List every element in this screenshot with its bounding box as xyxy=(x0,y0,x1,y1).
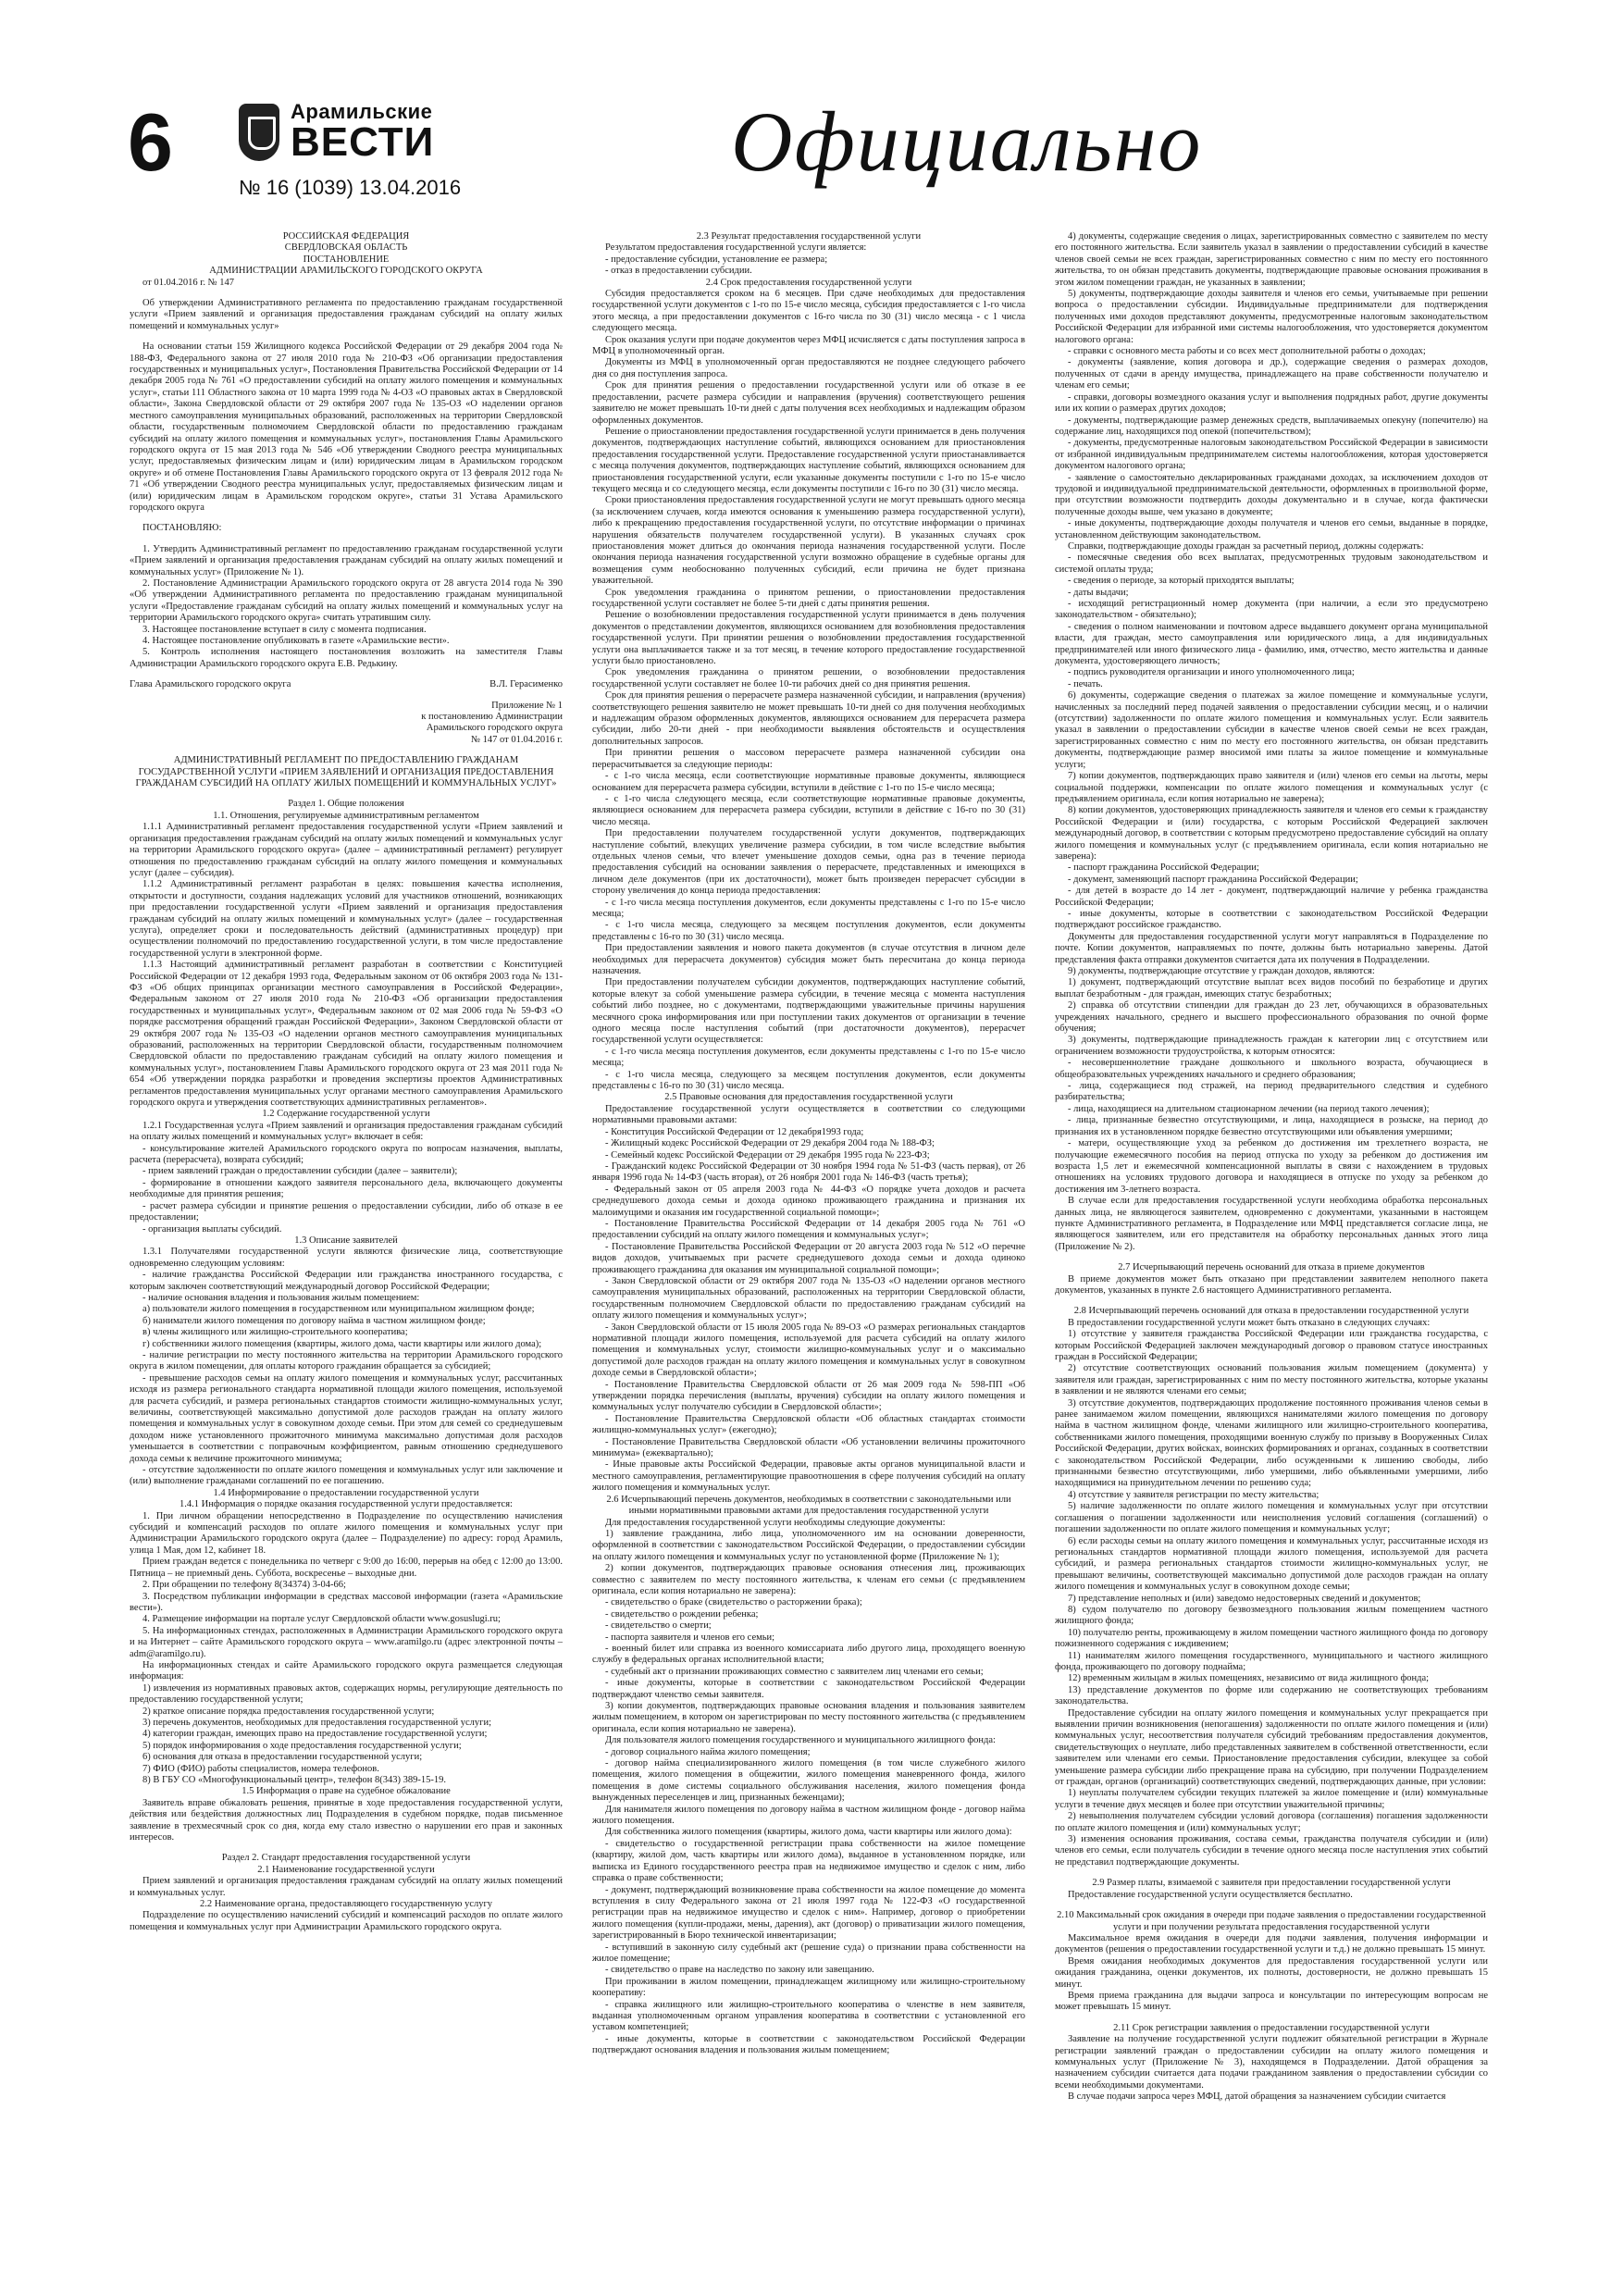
list-item: - иные документы, подтверждающие доходы получателя и членов его семьи, выданные в порядке, установленном действующим законодательством. xyxy=(1055,518,1488,540)
list-item: 8) судом получателю по договору безвозмездного пользования жилым помещением частного жилищного фонда; xyxy=(1055,1604,1488,1627)
paragraph: Подразделение по осуществлению начислений субсидий и компенсаций расходов по оплате жилого помещения и коммунальных услуг при Администрации Арамильского городского округа. xyxy=(130,1910,563,1932)
paragraph: Срок уведомления гражданина о принятом решении, о возобновлении предоставления государственной услуги составляет не более 10-ти рабочих дней со дня принятия решения. xyxy=(592,667,1025,689)
list-item: - с 1-го числа месяца, следующего за месяцем поступления документов, если документы представлены с 16-го по 30 (31) число месяца. xyxy=(592,920,1025,942)
appendix-label: Приложение № 1 xyxy=(491,700,563,711)
logo-main-text: ВЕСТИ xyxy=(291,119,435,165)
paragraph: 4. Размещение информации на портале услуг Свердловской области www.gosuslugi.ru; xyxy=(142,1614,501,1625)
heading-region: СВЕРДЛОВСКАЯ ОБЛАСТЬ xyxy=(284,242,408,254)
paragraph: Заявление на получение государственной услуги подлежит обязательной регистрации в Журнале регистрации заявлений граждан о предоставлении субсидии на оплату жилого помещения и коммунальных услуг (Приложение № 3), находящемся в Подразделении. Датой обращения за назначением субсидии считается дата подачи гражданином заявления о предоставлении субсидии со всеми необходимыми документами. xyxy=(1055,2034,1488,2091)
paragraph: На основании статьи 159 Жилищного кодекса Российской Федерации от 29 декабря 2004 года № 188-ФЗ, Федерального закона от 27 июля 2010 года № 210-ФЗ «Об организации предоставления государственных и муниципальных услуг», Постановления Правительства Российской Федерации от 14 декабря 2005 года № 761 «О предоставлении субсидий на оплату жилого помещения и коммунальных услуг», статьи 111 Областного закона от 10 марта 1999 года № 4-ОЗ «О правовых актах в Свердловской области», Закона Свердловской области от 29 октября 2007 года № 135-ОЗ «О наделении органов местного самоуправления муниципальных образований, расположенных на территории Свердловской области, государственным полномочием Свердловской области по предоставлению гражданам субсидий на оплату жилого помещения и коммунальных услуг», постановления Главы Арамильского городского округа от 15 мая 2013 года № 546 «Об утверждении Сводного реестра муниципальных услуг, предоставляемых физическим лицам и (или) юридическим лицам в Арамильском городском округе» и об отмене Постановления Главы Арамильского городского округа от 13 февраля 2012 года № 71 «Об утверждении Сводного реестра муниципальных услуг, предоставляемых физическим лицам и (или) юридическим лицам в Арамильском городском округе», статьи 31 Устава Арамильского городского округа xyxy=(130,341,563,513)
list-item: - отказ в предоставлении субсидии. xyxy=(605,266,752,277)
heading-decree: ПОСТАНОВЛЕНИЕ xyxy=(303,254,390,265)
appendix-label: к постановлению Администрации xyxy=(421,712,563,723)
subsection-heading: 1.1. Отношения, регулируемые административным регламентом xyxy=(213,810,479,821)
list-item: - с 1-го числа месяца, если соответствующие нормативные правовые документы, являющиеся основанием для перерасчета размера субсидии, вступили в действие с 1-го по 15-е число месяца; xyxy=(592,771,1025,793)
paragraph: 5) документы, подтверждающие доходы заявителя и членов его семьи, учитываемые при решении вопроса о предоставлении субсидии. Индивидуальные предприниматели для подтверждения полученных ими доходов представляют документы, предусмотренные налоговым законодательством Российской Федерации для избранной ими системы налогообложения, что удостоверяется документом налогового органа: xyxy=(1055,289,1488,345)
list-item: - Постановление Правительства Российской Федерации от 20 августа 2003 года № 512 «О перечне видов доходов, учитываемых при расчете среднедушевого дохода семьи и дохода одиноко проживающего гражданина для оказания им муниципальной социальной помощи»; xyxy=(592,1241,1025,1275)
subsection-heading: 2.6 Исчерпывающий перечень документов, необходимых в соответствии с законодательными или иными нормативными правовыми актами для предоставления государственной услуги xyxy=(606,1494,1011,1517)
list-item: - с 1-го числа месяца поступления документов, если документы представлены с 1-го по 15-е число месяца; xyxy=(592,897,1025,919)
subsection-heading: 1.5 Информация о праве на судебное обжалование xyxy=(242,1786,451,1797)
list-item: - наличие регистрации по месту постоянного жительства на территории Арамильского городского округа в жилом помещении, для оплаты которого гражданин обращается за субсидией; xyxy=(130,1349,563,1372)
list-item: 7) представление неполных и (или) заведомо недостоверных сведений и документов; xyxy=(1068,1593,1421,1604)
paragraph: В приеме документов может быть отказано при представлении заявителем неполного пакета документов, указанных в пункте 2.6 настоящего Административного регламента. xyxy=(1055,1273,1488,1296)
paragraph: Предоставление субсидии на оплату жилого помещения и коммунальных услуг прекращается при выявлении причин возникновения (непогашения) задолженности по оплате жилого помещения и (или) коммунальных услуг, несоответствия получателя субсидий требованиям предоставления документов, свидетельствующих о неуплате, либо представленных заявителем в собственной ответственности, если заявителем или членами его семьи. Приостановление предоставления субсидии, влекущее за собой уменьшение размера субсидии либо прекращение права на субсидию, при получении Подразделением от граждан, органов (организаций) соответствующих сведений, подтверждающих данные, при условии: xyxy=(1055,1707,1488,1788)
column-1 xyxy=(130,231,563,2267)
paragraph: Решение о приостановлении предоставления государственной услуги принимается в день получения документов, подтверждающих наступление событий, являющихся основанием для приостановления предоставления государственной услуги. Предоставление государственной услуги приостанавливается с месяца получения документов, подтверждающих наступление событий, являющихся основанием для приостановления государственной услуги, если указанные документы поступили с 1-го по 15-е число текущего месяца и со следующего месяца, если документы поступили с 16-го по 30 (31) число месяца. xyxy=(592,426,1025,494)
list-item: 5) порядок информирования о ходе предоставления государственной услуги; xyxy=(142,1740,462,1751)
paragraph: Результатом предоставления государственной услуги является: xyxy=(605,242,867,254)
list-item: 3) перечень документов, необходимых для предоставления государственной услуги; xyxy=(142,1717,492,1728)
list-item: - Закон Свердловской области от 29 октября 2007 года № 135-ОЗ «О наделении органов местного самоуправления муниципальных образований, расположенных на территории Свердловской области, государственным полномочием Свердловской области по предоставлению гражданам субсидий на оплату жилого помещения и коммунальных услуг»; xyxy=(592,1275,1025,1322)
list-item: - заявление о самостоятельно декларированных гражданами доходах, за исключением доходов от трудовой и индивидуальной предпринимательской деятельности, оформленных в произвольной форме, при отсутствии возможности подтвердить доходы документально и в случае, когда фактически полученные доходы выше, чем указано в документе; xyxy=(1055,472,1488,517)
subsection-heading: 1.3 Описание заявителей xyxy=(294,1235,398,1246)
list-item: - справка жилищного или жилищно-строительного кооператива о членстве в нем заявителя, выданная уполномоченным органом управления кооператива в соответствии с установленной его уставом компетенцией; xyxy=(592,1999,1025,2033)
decree-date: от 01.04.2016 г. № 147 xyxy=(142,277,234,288)
paragraph: Для нанимателя жилого помещения по договору найма в частном жилищном фонде - договор найма жилого помещения. xyxy=(592,1804,1025,1827)
section-heading: Раздел 1. Общие положения xyxy=(288,799,404,810)
list-item: - сведения о полном наименовании и почтовом адресе выдавшего документ органа муниципальной власти, для граждан, место самоуправления или юридического лица, а для индивидуальных предпринимателей или иного физического лица - фамилию, имя, отчество, место жительства и данные документа, удостоверяющего личность; xyxy=(1055,621,1488,667)
list-item: - подпись руководителя организации и иного уполномоченного лица; xyxy=(1068,667,1355,678)
paragraph: 3. Посредством публикации информации в средствах массовой информации (газета «Арамильские вести»). xyxy=(130,1591,563,1613)
list-item: 1) извлечения из нормативных правовых актов, содержащих нормы, регулирующие деятельность по предоставлению государственной услуги; xyxy=(130,1682,563,1706)
page-number: 6 xyxy=(128,96,173,188)
paragraph: Для пользователя жилого помещения государственного и муниципального жилищного фонда: xyxy=(605,1735,996,1746)
list-item: - Федеральный закон от 05 апреля 2003 года № 44-ФЗ «О порядке учета доходов и расчета среднедушевого дохода семьи и дохода одиноко проживающего гражданина и признания их малоимущими и оказания им государственной социальной помощи»; xyxy=(592,1184,1025,1218)
subsection-heading: 1.4 Информирование о предоставлении государственной услуги xyxy=(213,1487,479,1498)
list-item: - иные документы, которые в соответствии с законодательством Российской Федерации подтверждают российское гражданство. xyxy=(1055,908,1488,931)
paragraph: 4) документы, содержащие сведения о лицах, зарегистрированных совместно с заявителем по месту его постоянного жительства. Если заявитель указал в заявлении о предоставлении субсидий в качестве членов своей семьи не всех граждан, зарегистрированных совместно с ним по месту его постоянного жительства, то он обязан представить документы, подтверждающие правовые основания проживания в этом жилом помещении граждан, не указанных в заявлении; xyxy=(1055,231,1488,288)
list-item: - документы (заявление, копия договора и др.), содержащие сведения о размерах доходов, полученных от сдачи в аренду имущества, принадлежащего на праве собственности получателю и членам его семьи; xyxy=(1055,357,1488,391)
appendix-label: № 147 от 01.04.2016 г. xyxy=(471,734,563,745)
subsection-heading: 1.4.1 Информация о порядке оказания государственной услуги предоставляется: xyxy=(180,1499,513,1510)
list-item: 3) изменения основания проживания, состава семьи, гражданства получателя субсидии и (или) членов его семьи, если получатель субсидии в течение одного месяца после наступления этих событий не представил подтверждающие документы. xyxy=(1055,1834,1488,1868)
paragraph: Предоставление государственной услуги осуществляется в соответствии со следующими нормативными правовыми актами: xyxy=(592,1103,1025,1126)
paragraph: 1.3.1 Получателями государственной услуги являются физические лица, соответствующие одновременно следующим условиям: xyxy=(130,1247,563,1269)
list-item: - помесячные сведения обо всех выплатах, предусмотренных трудовым законодательством и системой оплаты труда; xyxy=(1055,552,1488,575)
list-item: - вступивший в законную силу судебный акт (решение суда) о признании права собственности на жилое помещение; xyxy=(592,1942,1025,1964)
list-item: - Постановление Правительства Свердловской области «Об установлении величины прожиточного минимума» (ежеквартально); xyxy=(592,1436,1025,1459)
list-item: - военный билет или справка из военного комиссариата либо другого лица, проходящего военную службу в федеральных органах исполнительной власти; xyxy=(592,1643,1025,1666)
subsection-heading: 2.3 Результат предоставления государственной услуги xyxy=(696,231,922,242)
list-item: - лица, признанные безвестно отсутствующими, и лица, находящиеся в розыске, на период до признания их в установленном порядке безвестно отсутствующими или объявления умершими; xyxy=(1055,1115,1488,1137)
paragraph: Справки, подтверждающие доходы граждан за расчетный период, должны содержать: xyxy=(1068,540,1424,552)
column-2 xyxy=(592,231,1025,2267)
paragraph: Документы из МФЦ в уполномоченный орган предоставляются не позднее следующего рабочего дня со дня поступления запроса. xyxy=(592,357,1025,379)
list-item: - даты выдачи; xyxy=(1068,587,1129,598)
list-item: - справки с основного места работы и со всех мест дополнительной работы о доходах; xyxy=(1068,346,1426,357)
list-item: - свидетельство о смерти; xyxy=(605,1620,712,1632)
paragraph: В случае подачи запроса через МФЦ, датой обращения за назначением субсидии считается xyxy=(1068,2091,1446,2103)
list-item: - с 1-го числа месяца, следующего за месяцем поступления документов, если документы представлены с 16-го по 30 (31) число месяца. xyxy=(592,1069,1025,1092)
list-item: - Постановление Правительства Свердловской области от 26 мая 2009 года № 598-ПП «Об утверждении порядка перечисления (выплаты, вручения) субсидии на оплату жилого помещения и коммунальных услуг получателю субсидии в Свердловской области»; xyxy=(592,1379,1025,1413)
list-item: 2) справка об отсутствии стипендии для граждан до 23 лет, обучающихся в образовательных учреждениях начального, среднего и высшего профессионального образования по очной форме обучения; xyxy=(1055,1000,1488,1035)
list-item: - паспорта заявителя и членов его семьи; xyxy=(605,1632,775,1643)
paragraph: Срок уведомления гражданина о принятом решении, о приостановлении предоставления государственной услуги составляет не более 5-ти дней с даты принятия решения. xyxy=(592,587,1025,609)
list-item: - свидетельство о праве на наследство по закону или завещанию. xyxy=(605,1965,874,1976)
section-heading: Раздел 2. Стандарт предоставления государственной услуги xyxy=(221,1853,471,1864)
list-item: 3) отсутствие документов, подтверждающих продолжение постоянного проживания членов семьи в ранее занимаемом жилом помещении, являющихся нанимателями жилого помещения по договору найма в частном жилищном фонде, членами жилищного или жилищно-строительного кооператива, собственниками жилого помещения, проходящими военную службу по призыву в Вооруженных Силах Российской Федерации, других войсках, воинских формированиях и органах, созданных в соответствии с законодательством Российской Федерации, либо осужденными к лишению свободы, либо признанными безвестно отсутствующими, либо умершими, либо объявленными умершими, либо находящимися на принудительном лечении по решению суда; xyxy=(1055,1397,1488,1489)
list-item: - расчет размера субсидии и принятие решения о предоставлении субсидии, либо об отказе в ее предоставлении; xyxy=(130,1200,563,1223)
subsection-heading: 1.2 Содержание государственной услуги xyxy=(262,1109,430,1120)
paragraph: 1.2.1 Государственная услуга «Прием заявлений и организация предоставления гражданам субсидий на оплату жилых помещений и коммунальных услуг» включает в себя: xyxy=(130,1120,563,1143)
subsection-heading: 2.5 Правовые основания для предоставления государственной услуги xyxy=(664,1092,953,1103)
list-item: - лица, содержащиеся под стражей, на период предварительного следствия и судебного разбирательства; xyxy=(1055,1081,1488,1103)
list-item: в) члены жилищного или жилищно-строительного кооператива; xyxy=(142,1327,408,1338)
subsection-heading: 2.7 Исчерпывающий перечень оснований для отказа в приеме документов xyxy=(1118,1262,1425,1273)
list-item: - с 1-го числа следующего месяца, если соответствующие нормативные правовые документы, являющиеся основанием для перерасчета размера субсидии, вступили в действие с 16-го по 30 (31) число месяца. xyxy=(592,793,1025,827)
paragraph: При принятии решения о массовом перерасчете размера назначенной субсидии она перерасчитывается за следующие периоды: xyxy=(592,748,1025,770)
paragraph: Срок для принятия решения о предоставлении государственной услуги или об отказе в ее предоставлении, расчете размера субсидии и направления (вручения) соответствующего решения заявителю не может превышать 10-ти дней с даты получения всех необходимых и надлежащим образом оформленных документов. xyxy=(592,380,1025,426)
paragraph: 1. Утвердить Административный регламент по предоставлению гражданам государственной услуги «Прием заявлений и организация предоставления гражданам субсидий на оплату жилых помещений и коммунальных услуг» (Приложение № 1). xyxy=(130,543,563,577)
list-item: - документы, предусмотренные налоговым законодательством Российской Федерации в зависимости от избранной индивидуальным предпринимателем системы налогообложения, которая удостоверяется документом налогового органа; xyxy=(1055,438,1488,472)
issue-info: № 16 (1039) 13.04.2016 xyxy=(239,176,462,199)
list-item: 1) неуплаты получателем субсидии текущих платежей за жилое помещение и (или) коммунальные услуги в течение двух месяцев и более при отсутствии уважительной причины; xyxy=(1055,1788,1488,1810)
paragraph: 1. При личном обращении непосредственно в Подразделение по осуществлению начисления субсидий и компенсаций расходов по оплате жилого помещения и коммунальных услуг при Администрации Арамильского городского округа (далее – Подразделение) по адресу: город Арамиль, улица 1 Мая, дом 12, кабинет 18. xyxy=(130,1510,563,1556)
list-item: - договор найма специализированного жилого помещения (в том числе служебного жилого помещения, жилого помещения в общежитии, жилого помещения маневренного фонда, жилого помещения в доме системы социального обслуживания населения, жилого помещения фонда вынужденных переселенцев и лиц, признанных беженцами); xyxy=(592,1758,1025,1804)
paragraph: 7) копии документов, подтверждающих право заявителя и (или) членов его семьи на льготы, меры социальной поддержки, компенсации по оплате жилого помещения и коммунальных услуг (с предъявлением оригинала, если копия нотариально не заверена); xyxy=(1055,771,1488,804)
heading-administration: АДМИНИСТРАЦИИ АРАМИЛЬСКОГО ГОРОДСКОГО ОКРУГА xyxy=(209,266,483,277)
list-item: - документы, подтверждающие размер денежных средств, выплачиваемых опекуну (попечителю) на содержание лиц, находящихся под опекой (попечительством); xyxy=(1055,415,1488,437)
list-item: 1) отсутствие у заявителя гражданства Российской Федерации или гражданства государства, с которым Российской Федерацией заключен международный договор о правовом статусе иностранных граждан в Российской Федерации; xyxy=(1055,1329,1488,1362)
subsection-heading: 2.11 Срок регистрации заявления о предоставлении государственной услуги xyxy=(1113,2022,1430,2033)
list-item: - предоставление субсидии, установление ее размера; xyxy=(605,254,828,265)
paragraph: Предоставление государственной услуги осуществляется бесплатно. xyxy=(1068,1889,1353,1900)
paragraph: В случае если для предоставления государственной услуги необходима обработка персональных данных лица, не являющегося заявителем, одновременно с документами, указанными в настоящем пункте Административного регламента, в Подразделение или МФЦ представляется согласие лица, не являющегося заявителем, или его представителя на обработку персональных данных этого лица (Приложение № 2). xyxy=(1055,1196,1488,1252)
subsection-heading: 2.1 Наименование государственной услуги xyxy=(257,1864,435,1875)
paragraph: Прием заявлений и организация предоставления гражданам субсидий на оплату жилых помещений и коммунальных услуг. xyxy=(130,1876,563,1898)
list-item: - консультирование жителей Арамильского городского округа по вопросам назначения, выплаты, расчета (перерасчета), возврата субсидий; xyxy=(130,1143,563,1166)
paragraph: 2. При обращении по телефону 8(34374) 3-04-66; xyxy=(142,1580,346,1591)
paragraph: 8) копии документов, удостоверяющих принадлежность заявителя и членов его семьи к гражданству Российской Федерации и (или) государства, с которым Российской Федерацией заключен международный договор, в соответствии с которым предусмотрено предоставление субсидий на оплату жилого помещения и коммунальных услуг (с предъявлением оригинала, если копия нотариально не заверена): xyxy=(1055,805,1488,862)
paragraph: Для собственника жилого помещения (квартиры, жилого дома, части квартиры или жилого дома): xyxy=(605,1827,1012,1838)
list-item: - Постановление Правительства Российской Федерации от 14 декабря 2005 года № 761 «О предоставлении субсидий на оплату жилого помещения и коммунальных услуг»; xyxy=(592,1218,1025,1241)
list-item: - документ, заменяющий паспорт гражданина Российской Федерации; xyxy=(1068,874,1358,885)
signature-line xyxy=(130,679,563,690)
list-item: - Гражданский кодекс Российской Федерации от 30 ноября 1994 года № 51-ФЗ (часть первая), от 26 января 1996 года № 14-ФЗ (часть вторая), от 26 ноября 2001 года № 146-ФЗ (часть третья); xyxy=(592,1160,1025,1184)
list-item: 10) получателю ренты, проживающему в жилом помещении частного жилищного фонда по договору пожизненного содержания с иждивением; xyxy=(1055,1627,1488,1650)
paragraph: Документы для предоставления государственной услуги могут направляться в Подразделение по почте. Копии документов, направляемых по почте, должны быть нотариально заверены. Датой представления факта отправки документов считается дата их получения в Подразделении. xyxy=(1055,931,1488,965)
list-item: - Конституция Российской Федерации от 12 декабря1993 года; xyxy=(605,1126,864,1137)
list-item: - Иные правовые акты Российской Федерации, правовые акты органов муниципальной власти и местного самоуправления, регламентирующие правоотношения в сфере получения субсидий на оплату жилого помещения и коммунальных услуг. xyxy=(592,1459,1025,1494)
list-item: - сведения о периоде, за который приходятся выплаты; xyxy=(1068,576,1295,587)
list-item: - наличие основания владения и пользования жилым помещением: xyxy=(142,1292,420,1303)
list-item: 13) представление документов по форме или содержанию не соответствующих требованиям законодательства. xyxy=(1055,1684,1488,1707)
list-item: - свидетельство о рождении ребенка; xyxy=(605,1608,759,1620)
list-item: 4) категории граждан, имеющих право на предоставление государственной услуги; xyxy=(142,1729,488,1740)
signature-title: Глава Арамильского городского округа xyxy=(130,679,291,690)
list-item: 3) документы, подтверждающие принадлежность граждан к категории лиц с отсутствием или ограничением возможности трудоустройства, к которым относятся: xyxy=(1055,1035,1488,1057)
paragraph: При проживании в жилом помещении, принадлежащем жилищному или жилищно-строительному кооперативу: xyxy=(592,1976,1025,1999)
paragraph: 1.1.2 Административный регламент разработан в целях: повышения качества исполнения, открытости и доступности, создания надлежащих условий для участников отношений, возникающих при предоставлении государственной услуги «Прием заявлений и организация предоставления гражданам субсидий на оплату жилых помещений и коммунальных услуг» (далее – государственная услуга), определяет сроки и последовательность действий (административных процедур) при осуществлении полномочий по предоставлению государственной услуги, в том числе предоставление государственной услуги в электронной форме. xyxy=(130,879,563,959)
list-item: - Семейный кодекс Российской Федерации от 29 декабря 1995 года № 223-ФЗ; xyxy=(605,1149,930,1160)
paragraph: При предоставлении получателем субсидии документов, подтверждающих наступление событий, которые влекут за собой уменьшение размера субсидии, в течение месяца с момента наступления событий либо позднее, но с документами, подтверждающими уважительные причины нарушения месячного срока информирования или при поступлении таких документов от организации в течение одного месяца после наступления событий (при достаточности документов), перерасчет государственной услуги осуществляется: xyxy=(592,977,1025,1046)
paragraph: 3. Настоящее постановление вступает в силу с момента подписания. xyxy=(142,624,427,635)
list-item: - исходящий регистрационный номер документа (при наличии, а если это предусмотрено законодательством - обязательно); xyxy=(1055,599,1488,621)
subsection-heading: 2.4 Срок предоставления государственной услуги xyxy=(705,277,912,288)
list-item: - справки, договоры возмездного оказания услуг и выполнения подрядных работ, другие документы или их копии о размерах других доходов; xyxy=(1055,391,1488,415)
paragraph: В предоставлении государственной услуги может быть отказано в следующих случаях: xyxy=(1068,1317,1431,1328)
list-item: 1) документ, подтверждающий отсутствие выплат всех видов пособий по безработице и других выплат безработным - для граждан, имеющих статус безработных; xyxy=(1055,977,1488,999)
list-item: б) наниматели жилого помещения по договору найма в частном жилищном фонде; xyxy=(142,1315,486,1326)
list-item: - свидетельство о браке (свидетельство о расторжении брака); xyxy=(605,1597,862,1608)
list-item: 7) ФИО (ФИО) работы специалистов, номера телефонов. xyxy=(142,1763,379,1774)
list-item: - Жилищный кодекс Российской Федерации от 29 декабря 2004 года № 188-ФЗ; xyxy=(605,1138,935,1149)
list-item: а) пользователи жилого помещения в государственном или муниципальном жилищном фонде; xyxy=(142,1304,535,1315)
list-item: - Постановление Правительства Свердловской области «Об областных стандартах стоимости жилищно-коммунальных услуг» (ежегодно); xyxy=(592,1413,1025,1436)
regulation-title: АДМИНИСТРАТИВНЫЙ РЕГЛАМЕНТ ПО ПРЕДОСТАВЛЕНИЮ ГРАЖДАНАМ ГОСУДАРСТВЕННОЙ УСЛУГИ «ПРИЕМ ЗАЯВЛЕНИЙ И ОРГАНИЗАЦИЯ ПРЕДОСТАВЛЕНИЯ ГРАЖДАНАМ СУБСИДИЙ НА ОПЛАТУ ЖИЛЫХ ПОМЕЩЕНИЙ И КОММУНАЛЬНЫХ УСЛУГ» xyxy=(135,755,557,789)
subsection-heading: 2.2 Наименование органа, предоставляющего государственную услугу xyxy=(199,1899,493,1910)
paragraph: 2) копии документов, подтверждающих правовые основания отнесения лиц, проживающих совместно с заявителем по месту постоянного жительства, к членам его семьи (с предъявлением оригинала, если копия нотариально не заверена): xyxy=(592,1563,1025,1596)
logo-top-text: Арамильские xyxy=(291,100,433,123)
paragraph: Сроки приостановления предоставления государственной услуги не могут превышать одного месяца (за исключением случаев, когда имеются основания к уменьшению размера государственной услуги), либо к прекращению предоставления государственной услуги, по отсутствие информации о причинах нарушения обязательств получателем государственной услуги). В указанных случаях срок приостановления может длиться до окончания периода назначения государственной услуги. После окончания периода назначения государственной услуги возможно обращение в судебные органы для возмещения сумм необоснованно полученных субсидий, если причина не будет признана уважительной. xyxy=(592,495,1025,587)
list-item: - с 1-го числа месяца поступления документов, если документы представлены с 1-го по 15-е число месяца; xyxy=(592,1046,1025,1069)
subsection-heading: 2.10 Максимальный срок ожидания в очереди при подаче заявления о предоставлении государственной услуги и при получении результата предоставления государственной услуги xyxy=(1057,1910,1486,1932)
list-item: - лица, находящиеся на длительном стационарном лечении (на период такого лечения); xyxy=(1068,1103,1430,1114)
list-item: - печать. xyxy=(1068,678,1103,689)
subsection-heading: 2.9 Размер платы, взимаемой с заявителя при предоставлении государственной услуги xyxy=(1092,1878,1451,1889)
list-item: 8) В ГБУ СО «Многофункциональный центр», телефон 8(343) 389-15-19. xyxy=(142,1775,446,1785)
list-item: - несовершеннолетние граждане дошкольного и школьного возраста, обучающиеся в общеобразовательных учреждениях начального и среднего образования; xyxy=(1055,1058,1488,1080)
list-item: - документ, подтверждающий возникновение права собственности на жилое помещение до момента вступления в силу Федерального закона от 21 июля 1997 года № 122-ФЗ «О государственной регистрации прав на недвижимое имущество и сделок с ним». Например, договор о приобретении жилого помещения (купли-продажи, мены, дарения), акт (договор) о приватизации жилого помещения, зарегистрированный в Бюро технической инвентаризации; xyxy=(592,1884,1025,1942)
decree-word: ПОСТАНОВЛЯЮ: xyxy=(142,523,222,534)
list-item: 11) нанимателям жилого помещения государственного, муниципального и частного жилищного фонда, проживающего по договору поднайма; xyxy=(1055,1650,1488,1672)
list-item: - свидетельство о государственной регистрации права собственности на жилое помещение (квартиру, жилой дом, часть квартиры или жилого дома), выданное в установленном порядке, или выписка из Единого государственного реестра прав на недвижимое имущество и сделок с ним, либо справка о праве собственности; xyxy=(592,1838,1025,1884)
paragraph: При предоставлении заявления и нового пакета документов (в случае отсутствия в личном деле необходимых для перерасчета документов) субсидия может быть пересчитана до конца периода назначения. xyxy=(592,943,1025,976)
paragraph: 5. На информационных стендах, расположенных в Администрации Арамильского городского округа и на Интернет – сайте Арамильского городского округа – www.aramilgo.ru (адрес электронной почты – adm@aramilgo.ru). xyxy=(130,1625,563,1659)
masthead xyxy=(0,0,1623,222)
section-title: Официально xyxy=(731,94,1203,189)
list-item: - наличие гражданства Российской Федерации или гражданства иностранного государства, с которым заключен соответствующий международный договор Российской Федерации; xyxy=(130,1270,563,1292)
list-item: - отсутствие задолженности по оплате жилого помещения и коммунальных услуг или заключение и (или) выполнение гражданами соглашений по ее погашению. xyxy=(130,1465,563,1487)
coat-of-arms-icon xyxy=(239,104,279,161)
list-item: - судебный акт о признании проживающих совместно с заявителем лиц членами его семьи; xyxy=(605,1666,984,1677)
list-item: - формирование в отношении каждого заявителя персонального дела, включающего документы необходимые для принятия решения; xyxy=(130,1177,563,1200)
paragraph: Срок оказания услуги при подаче документов через МФЦ исчисляется с даты поступления запроса в МФЦ в уполномоченный орган. xyxy=(592,334,1025,357)
list-item: 2) краткое описание порядка предоставления государственной услуги; xyxy=(142,1706,435,1717)
list-item: - для детей в возрасте до 14 лет - документ, подтверждающий наличие у ребенка гражданства Российской Федерации; xyxy=(1055,886,1488,908)
decree-subject: Об утверждении Административного регламента по предоставлению гражданам государственной услуги «Прием заявлений и организация предоставления гражданам субсидий на оплату жилых помещений и коммунальных услуг» xyxy=(130,298,563,331)
paragraph: При предоставлении получателем государственной услуги документов, подтверждающих наступление событий, влекущих увеличение размера субсидии, в том числе вследствие выбытия отдельных членов семьи, что влечет уменьшение доходов семьи, одна раз в течение периода предоставления субсидий на основании заявления о перерасчете, представленных и имеющихся в личном деле документов (при их достаточности), может быть произведен перерасчет субсидии в сторону увеличения до конца периода предоставления: xyxy=(592,828,1025,897)
paragraph: 4. Настоящее постановление опубликовать в газете «Арамильские вести». xyxy=(142,636,450,646)
list-item: 2) отсутствие соответствующих оснований пользования жилым помещением (документа) у заявителя или граждан, зарегистрированных с ним по месту постоянного жительства, которые указаны в заявлении и не являются членами его семьи; xyxy=(1055,1363,1488,1397)
list-item: - иные документы, которые в соответствии с законодательством Российской Федерации подтверждают основания владения и пользования жилым помещением; xyxy=(592,2033,1025,2056)
list-item: - прием заявлений граждан о предоставлении субсидии (далее – заявители); xyxy=(142,1166,458,1177)
paragraph: Время ожидания необходимых документов для предоставления государственной услуги или ожидания гражданина, оценки документов, их полноты, достоверности, не должно превышать 15 минут. xyxy=(1055,1955,1488,1990)
list-item: 6) основания для отказа в предоставлении государственной услуги; xyxy=(142,1752,423,1763)
list-item: - организация выплаты субсидий. xyxy=(142,1223,282,1235)
list-item: 4) отсутствие у заявителя регистрации по месту жительства; xyxy=(1068,1489,1319,1500)
paragraph: Время приема гражданина для выдачи запроса и консультации по интересующим вопросам не может превышать 15 минут. xyxy=(1055,1990,1488,2013)
list-item: - превышение расходов семьи на оплату жилого помещения и коммунальных услуг, рассчитанных исходя из размера регионального стандарта нормативной площади жилого помещения, используемой для расчета субсидий, и размера региональных стандартов стоимости жилищно-коммунальных услуг, величины, соответствующей максимально допустимой доле расходов граждан на оплату жилого помещения и коммунальных услуг в совокупном доходе семьи. При этом для семей со среднедушевым доходом ниже установленного прожиточного минимума максимально допустимая доля расходов уменьшается в соответствии с поправочным коэффициентом, равным отношению среднедушевого дохода семьи к величине прожиточного минимума; xyxy=(130,1372,563,1464)
paragraph: 3) копии документов, подтверждающих правовые основания владения и пользования заявителем жилым помещением, в котором он зарегистрирован по месту постоянного жительства (с предъявлением оригинала, если копия нотариально не заверена). xyxy=(592,1701,1025,1734)
list-item: 2) невыполнения получателем субсидии условий договора (соглашения) погашения задолженности по оплате жилого помещения и (или) коммунальных услуг; xyxy=(1055,1811,1488,1833)
paragraph: Субсидия предоставляется сроком на 6 месяцев. При сдаче необходимых для предоставления государственной услуги документов с 1-го по 15-е число месяца, субсидия предоставляется с 1-го числа этого месяца, а при предоставлении документов с 16-го числа по 30 (31) число месяца - с 1 числа следующего месяца. xyxy=(592,289,1025,334)
paragraph: Максимальное время ожидания в очереди для подачи заявления, получения информации и документов (решения о предоставлении государственной услуги и т.д.) не должно превышать 15 минут. xyxy=(1055,1932,1488,1955)
list-item: - матери, осуществляющие уход за ребенком до достижения им трехлетнего возраста, не получающие ежемесячного пособия на период отпуска по уходу за ребенком до достижения им возраста 1,5 лет и ежемесячной компенсационной выплаты в связи с нахождением в трудовых отношениях на условиях трудового договора и находящиеся в отпуске по уходу за ребенком до достижения им 3-летнего возраста. xyxy=(1055,1138,1488,1195)
column-3 xyxy=(1055,231,1488,2267)
paragraph: 6) документы, содержащие сведения о платежах за жилое помещение и коммунальные услуги, начисленных за последний перед подачей заявления о предоставлении субсидии месяц, и о наличии (отсутствии) задолженности по оплате жилого помещения и коммунальных услуг. Если заявитель указал в заявлении о предоставлении субсидии в качестве членов своей семьи не всех граждан, зарегистрированных совместно с ним по месту его постоянного жительства, он обязан представить документы, подтверждающие размер вносимой ими платы за жилое помещение и коммунальные услуги; xyxy=(1055,690,1488,770)
paragraph: Для предоставления государственной услуги необходимы следующие документы: xyxy=(605,1517,946,1528)
paragraph: На информационных стендах и сайте Арамильского городского округа размещается следующая информация: xyxy=(130,1659,563,1682)
list-item: - Закон Свердловской области от 15 июля 2005 года № 89-ОЗ «О размерах региональных стандартов нормативной площади жилого помещения, используемой для расчета субсидий на оплату жилого помещения и коммунальных услуг, стоимости жилищно-коммунальных услуг и о максимально допустимой доле расходов граждан на оплату жилого помещения и коммунальных услуг в совокупном доходе семьи в Свердловской области»; xyxy=(592,1322,1025,1379)
subsection-heading: 2.8 Исчерпывающий перечень оснований для отказа в предоставлении государственной услуги xyxy=(1073,1306,1469,1317)
list-item: - иные документы, которые в соответствии с законодательством Российской Федерации подтверждают членство семьи заявителя. xyxy=(592,1678,1025,1700)
newspaper-logo xyxy=(239,96,461,189)
list-item: - договор социального найма жилого помещения; xyxy=(605,1746,811,1757)
paragraph: 5. Контроль исполнения настоящего постановления возложить на заместителя Главы Администрации Арамильского городского округа Е.В. Редькину. xyxy=(130,647,563,669)
paragraph: 1.1.3 Настоящий административный регламент разработан в соответствии с Конституцией Российской Федерации от 12 декабря 1993 года, Федеральным законом от 06 октября 2003 года № 131-ФЗ «Об общих принципах организации местного самоуправления в Российской Федерации», Федеральным законом от 27 июля 2010 года № 210-ФЗ «Об организации предоставления государственных и муниципальных услуг», Федеральным законом от 02 мая 2006 года № 59-ФЗ «О порядке рассмотрения обращений граждан Российской Федерации», Законом Свердловской области от 29 октября 2007 года № 135-ОЗ «О наделении органов местного самоуправления муниципальных образований, расположенных на территории Свердловской области, государственным полномочием Свердловской области по предоставлению гражданам субсидий на оплату жилого помещения и коммунальных услуг», постановлением Главы Арамильского городского округа от 23 мая 2011 года № 654 «Об утверждении порядка разработки и проведения экспертизы проектов Административных регламентов предоставления муниципальных услуг органами местного самоуправления Арамильского городского округа и утверждения соответствующих административных регламентов». xyxy=(130,960,563,1109)
paragraph: Решение о возобновлении предоставления государственной услуги принимается в день получения документов о представлении документов, являющихся основанием для возобновления предоставления государственной услуги. При принятии решения о возобновлении предоставления государственной услуги она выплачивается также и за тот месяц, в течение которого предоставление государственной услуги было приостановлено. xyxy=(592,610,1025,667)
list-item: г) собственники жилого помещения (квартиры, жилого дома, части квартиры или жилого дома); xyxy=(142,1338,542,1349)
paragraph: Срок для принятия решения о перерасчете размера назначенной субсидии, и направления (вручения) соответствующего решения заявителю не может превышать 10-ти дней со дня получения необходимых и надлежащим образом оформленных документов, являющихся основанием для перерасчета размера субсидии, либо 20-ти дней - при необходимости выявления обстоятельств и осуществления дополнительных запросов. xyxy=(592,690,1025,747)
paragraph: 2. Постановление Администрации Арамильского городского округа от 28 августа 2014 года № 390 «Об утверждении Административного регламента по предоставлению гражданам муниципальной услуги «Предоставление гражданам субсидий на оплату жилых помещений и коммунальных услуг на территории Арамильского городского округа» считать утратившим силу. xyxy=(130,577,563,624)
paragraph: Заявитель вправе обжаловать решения, принятые в ходе предоставления государственной услуги, действия или бездействия должностных лиц Подразделения в судебном порядке, подав письменное заявление в трехмесячный срок со дня, когда ему стало известно о нарушении его прав и законных интересов. xyxy=(130,1797,563,1843)
paragraph: 1.1.1 Административный регламент предоставления государственной услуги «Прием заявлений и организация предоставления гражданам субсидий на оплату жилых помещений и коммунальных услуг на территории Арамильского городского округа» (далее – административный регламент) регулирует отношения по предоставлению гражданам субсидий на оплату жилого помещения и коммунальных услуг (далее – субсидия). xyxy=(130,822,563,878)
list-item: 5) наличие задолженности по оплате жилого помещения и коммунальных услуг при отсутствии соглашения о погашении задолженности или неисполнения условий соглашения (соглашений) о погашении задолженности по оплате жилого помещения и коммунальных услуг; xyxy=(1055,1501,1488,1535)
paragraph: 9) документы, подтверждающие отсутствие у граждан доходов, являются: xyxy=(1068,966,1375,976)
paragraph: Прием граждан ведется с понедельника по четверг с 9:00 до 16:00, перерыв на обед с 12:00 до 13:00. Пятница – не приемный день. Суббота, воскресенье – выходные дни. xyxy=(130,1557,563,1579)
list-item: - паспорт гражданина Российской Федерации; xyxy=(1068,863,1259,874)
appendix-label: Арамильского городского округа xyxy=(426,723,563,734)
heading-federation: РОССИЙСКАЯ ФЕДЕРАЦИЯ xyxy=(282,231,410,242)
list-item: 12) временным жильцам в жилых помещениях, независимо от вида жилищного фонда; xyxy=(1068,1673,1430,1684)
signature-name: В.Л. Герасименко xyxy=(489,679,563,690)
list-item: 6) если расходы семьи на оплату жилого помещения и коммунальных услуг, рассчитанные исходя из региональных стандартов нормативной площади жилого помещения, используемой для расчета субсидий, и размера региональных стандартов стоимости жилищно-коммунальных услуг, не превышают величины, соответствующей максимально допустимой доле расходов граждан на оплату жилого помещения и коммунальных услуг в совокупном доходе семьи; xyxy=(1055,1535,1488,1593)
paragraph: 1) заявление гражданина, либо лица, уполномоченного им на основании доверенности, оформленной в соответствии с законодательством Российской Федерации, о предоставлении субсидии на оплату жилого помещения и коммунальных услуг по установленной форме (Приложение № 1); xyxy=(592,1528,1025,1562)
